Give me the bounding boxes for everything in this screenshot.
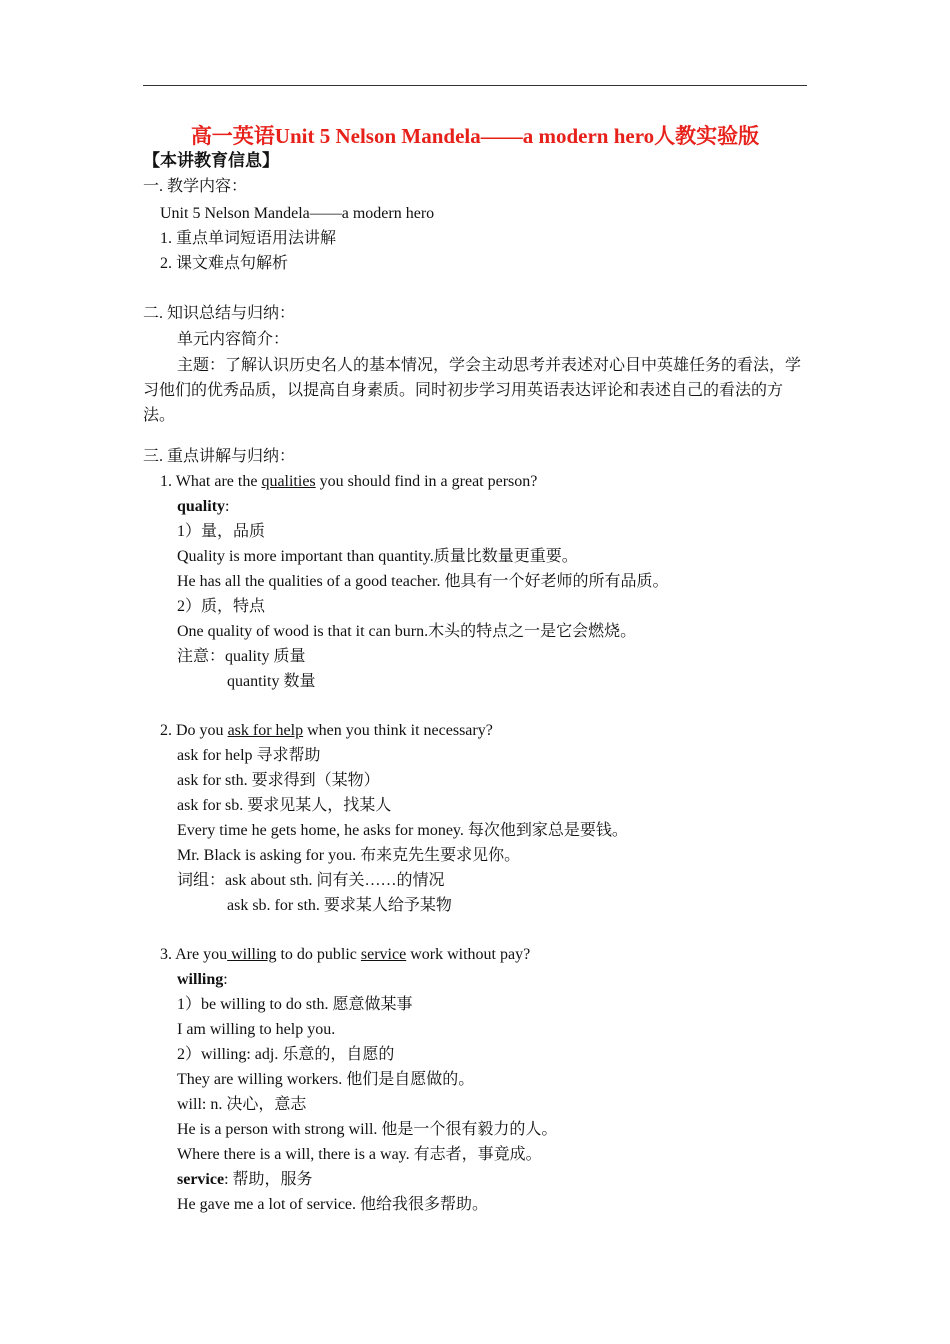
q2-line-7: ask sb. for sth. 要求某人给予某物 xyxy=(227,897,452,914)
q3-line-4: They are willing workers. 他们是自愿做的。 xyxy=(177,1071,475,1088)
q1-word: quality xyxy=(177,498,226,515)
q2-post: when you think it necessary? xyxy=(303,722,493,739)
q2-line-6: 词组：ask about sth. 问有关……的情况 xyxy=(177,872,445,889)
q2-line-4: Every time he gets home, he asks for money. 每次他到家总是要钱。 xyxy=(177,822,628,839)
q2-line-2: ask for sth. 要求得到（某物） xyxy=(177,772,380,789)
q1-question xyxy=(160,471,537,493)
q3-line-2: I am willing to help you. xyxy=(177,1021,336,1038)
q1-colon: : xyxy=(225,498,230,515)
section-header: 【本讲教育信息】 xyxy=(143,151,279,171)
q3-mid: to do public xyxy=(276,946,361,963)
q3-post: work without pay? xyxy=(406,946,531,963)
q2-question xyxy=(160,720,493,742)
q2-line-5: Mr. Black is asking for you. 布来克先生要求见你。 xyxy=(177,847,521,864)
q3-line-1: 1）be willing to do sth. 愿意做某事 xyxy=(177,996,413,1013)
s1-item-2: 2. 课文难点句解析 xyxy=(160,255,289,272)
document-title: 高一英语Unit 5 Nelson Mandela——a modern hero人教实验版 xyxy=(190,124,760,148)
q3-underlined-2: service xyxy=(360,946,407,963)
q1-example-2: He has all the qualities of a good teacher. 他具有一个好老师的所有品质。 xyxy=(177,573,669,590)
s2-intro-label: 单元内容简介： xyxy=(177,331,290,348)
q3-line-3: 2）willing: adj. 乐意的，自愿的 xyxy=(177,1046,395,1063)
q3-pre: 3. Are you xyxy=(160,946,228,963)
q3-word-2: service xyxy=(177,1171,225,1188)
s1-unit: Unit 5 Nelson Mandela——a modern hero xyxy=(160,205,435,222)
q1-note-2: quantity 数量 xyxy=(227,673,316,690)
s3-heading: 三. 重点讲解与归纳： xyxy=(143,448,296,465)
q3-word-2-def: : 帮助，服务 xyxy=(224,1171,313,1188)
q1-note-1: 注意：quality 质量 xyxy=(177,648,306,665)
q3-underlined-1: willing xyxy=(227,946,277,963)
q1-underlined: qualities xyxy=(261,473,316,490)
s1-heading: 一. 教学内容： xyxy=(143,178,248,195)
header-rule xyxy=(143,85,807,86)
q3-service-keyword xyxy=(177,1169,313,1191)
q1-meaning-2: 2）质，特点 xyxy=(177,598,266,615)
q1-post: you should find in a great person? xyxy=(315,473,538,490)
q3-word: willing xyxy=(177,971,224,988)
q2-line-1: ask for help 寻求帮助 xyxy=(177,747,321,764)
q3-line-7: Where there is a will, there is a way. 有志者，事竟成。 xyxy=(177,1146,542,1163)
q3-line-5: will: n. 决心，意志 xyxy=(177,1096,307,1113)
q1-meaning-1: 1）量，品质 xyxy=(177,523,266,540)
q2-underlined: ask for help xyxy=(227,722,304,739)
q3-question xyxy=(160,944,530,966)
q1-example-1: Quality is more important than quantity.质量比数量更重要。 xyxy=(177,548,578,565)
q1-keyword xyxy=(177,496,229,518)
q3-keyword xyxy=(177,969,228,991)
q3-colon: : xyxy=(223,971,228,988)
s2-theme-paragraph: 主题：了解认识历史名人的基本情况，学会主动思考并表述对心目中英雄任务的看法，学习他们的优秀品质，以提高自身素质。同时初步学习用英语表达评论和表述自己的看法的方法。 xyxy=(143,357,802,424)
s1-item-1: 1. 重点单词短语用法讲解 xyxy=(160,230,337,247)
s2-heading: 二. 知识总结与归纳： xyxy=(143,305,296,322)
q3-line-6: He is a person with strong will. 他是一个很有毅力的人。 xyxy=(177,1121,558,1138)
q1-example-3: One quality of wood is that it can burn.木头的特点之一是它会燃烧。 xyxy=(177,623,637,640)
q3-line-8: He gave me a lot of service. 他给我很多帮助。 xyxy=(177,1196,489,1213)
q2-pre: 2. Do you xyxy=(160,722,228,739)
q1-pre: 1. What are the xyxy=(160,473,262,490)
q2-line-3: ask for sb. 要求见某人，找某人 xyxy=(177,797,392,814)
